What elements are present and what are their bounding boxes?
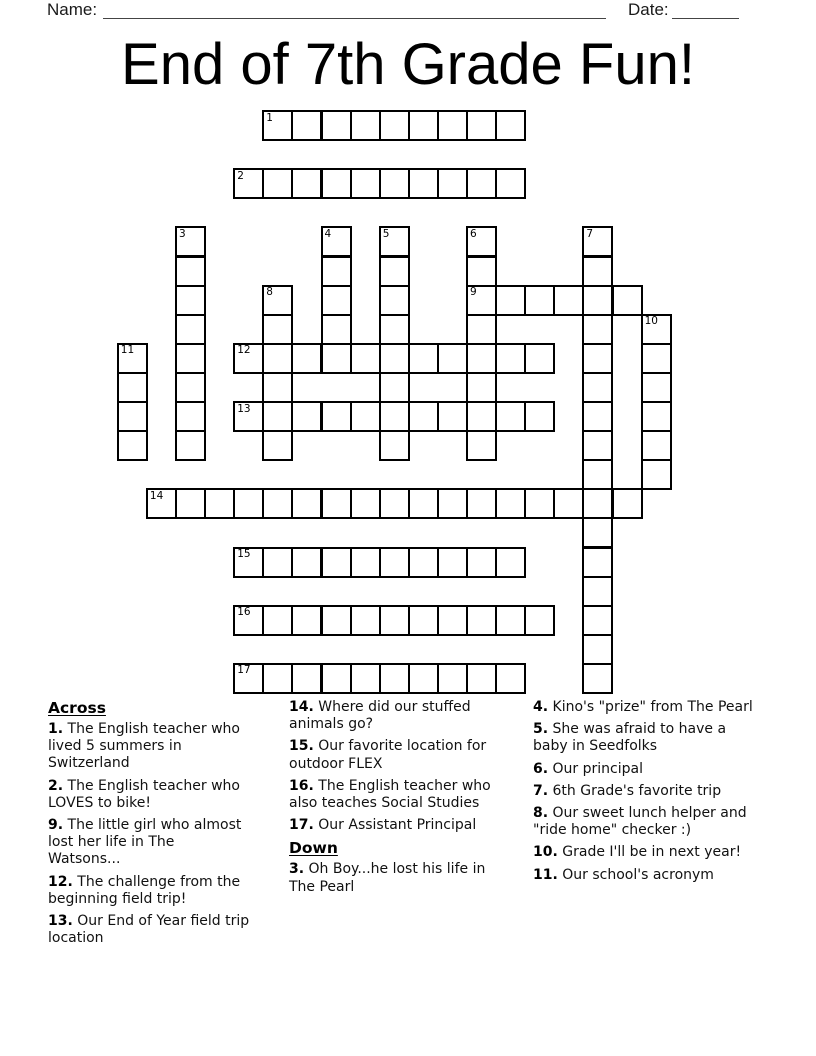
grid-cell-r19-c7[interactable] (321, 663, 352, 694)
grid-cell-r11-c9[interactable] (379, 430, 410, 461)
grid-cell-r6-c5[interactable] (262, 285, 293, 316)
grid-cell-r17-c14[interactable] (524, 605, 555, 636)
grid-cell-r6-c12[interactable] (466, 285, 497, 316)
grid-cell-r8-c7[interactable] (321, 343, 352, 374)
grid-cell-r11-c16[interactable] (582, 430, 613, 461)
grid-cell-r9-c16[interactable] (582, 372, 613, 403)
cell-number-2: 2 (237, 169, 244, 182)
grid-cell-r8-c14[interactable] (524, 343, 555, 374)
grid-cell-r15-c7[interactable] (321, 547, 352, 578)
grid-cell-r13-c15[interactable] (553, 488, 584, 519)
cell-number-10: 10 (644, 315, 658, 328)
grid-cell-r10-c8[interactable] (350, 401, 381, 432)
grid-cell-r10-c10[interactable] (408, 401, 439, 432)
grid-cell-r7-c5[interactable] (262, 314, 293, 345)
grid-cell-r17-c11[interactable] (437, 605, 468, 636)
grid-cell-r17-c13[interactable] (495, 605, 526, 636)
grid-cell-r8-c10[interactable] (408, 343, 439, 374)
grid-cell-r8-c8[interactable] (350, 343, 381, 374)
grid-cell-r0-c12[interactable] (466, 110, 497, 141)
grid-cell-r15-c8[interactable] (350, 547, 381, 578)
grid-cell-r17-c16[interactable] (582, 605, 613, 636)
grid-cell-r13-c7[interactable] (321, 488, 352, 519)
clue-8: 8. Our sweet lunch helper and "ride home" checker :) (533, 805, 747, 839)
clue-6: 6. Our principal (533, 760, 643, 777)
grid-cell-r19-c5[interactable] (262, 663, 293, 694)
grid-cell-r13-c5[interactable] (262, 488, 293, 519)
grid-cell-r14-c16[interactable] (582, 517, 613, 548)
grid-cell-r15-c10[interactable] (408, 547, 439, 578)
grid-cell-r2-c5[interactable] (262, 168, 293, 199)
grid-cell-r19-c16[interactable] (582, 663, 613, 694)
grid-cell-r13-c4[interactable] (233, 488, 264, 519)
grid-cell-r13-c9[interactable] (379, 488, 410, 519)
grid-cell-r0-c8[interactable] (350, 110, 381, 141)
clue-9: 9. The little girl who almost lost her life in The Watsons... (48, 817, 242, 868)
clue-7: 7. 6th Grade's favorite trip (533, 782, 722, 799)
grid-cell-r17-c10[interactable] (408, 605, 439, 636)
grid-cell-r16-c16[interactable] (582, 576, 613, 607)
grid-cell-r13-c3[interactable] (204, 488, 235, 519)
cell-number-17: 17 (237, 664, 251, 677)
date-label: Date: (628, 0, 669, 19)
grid-cell-r17-c12[interactable] (466, 605, 497, 636)
grid-cell-r13-c10[interactable] (408, 488, 439, 519)
grid-cell-r5-c2[interactable] (175, 256, 206, 287)
grid-cell-r13-c6[interactable] (291, 488, 322, 519)
clue-4: 4. Kino's "prize" from The Pearl (533, 699, 753, 715)
grid-cell-r12-c16[interactable] (582, 459, 613, 490)
cell-number-9: 9 (470, 286, 477, 299)
clue-5: 5. She was afraid to have a baby in Seedfolks (533, 721, 727, 755)
cell-number-3: 3 (179, 227, 186, 240)
grid-cell-r19-c9[interactable] (379, 663, 410, 694)
grid-cell-r8-c18[interactable] (641, 343, 672, 374)
grid-cell-r10-c11[interactable] (437, 401, 468, 432)
grid-cell-r2-c12[interactable] (466, 168, 497, 199)
cell-number-8: 8 (266, 286, 273, 299)
grid-cell-r10-c7[interactable] (321, 401, 352, 432)
grid-cell-r15-c11[interactable] (437, 547, 468, 578)
grid-cell-r8-c4[interactable] (233, 343, 264, 374)
grid-cell-r15-c9[interactable] (379, 547, 410, 578)
grid-cell-r5-c9[interactable] (379, 256, 410, 287)
grid-cell-r6-c16[interactable] (582, 285, 613, 316)
grid-cell-r10-c18[interactable] (641, 401, 672, 432)
grid-cell-r7-c16[interactable] (582, 314, 613, 345)
grid-cell-r6-c7[interactable] (321, 285, 352, 316)
grid-cell-r13-c1[interactable] (146, 488, 177, 519)
grid-cell-r11-c12[interactable] (466, 430, 497, 461)
grid-cell-r9-c0[interactable] (117, 372, 148, 403)
grid-cell-r8-c6[interactable] (291, 343, 322, 374)
clue-17: 17. Our Assistant Principal (289, 817, 477, 834)
clue-13: 13. Our End of Year field trip location (48, 913, 250, 947)
grid-cell-r10-c13[interactable] (495, 401, 526, 432)
grid-cell-r9-c18[interactable] (641, 372, 672, 403)
clue-15: 15. Our favorite location for outdoor FLEX (289, 738, 487, 772)
clue-column-2 (289, 699, 497, 901)
grid-cell-r10-c2[interactable] (175, 401, 206, 432)
clue-column-1 (48, 699, 251, 952)
grid-cell-r0-c6[interactable] (291, 110, 322, 141)
grid-cell-r6-c14[interactable] (524, 285, 555, 316)
grid-cell-r15-c13[interactable] (495, 547, 526, 578)
grid-cell-r17-c7[interactable] (321, 605, 352, 636)
cell-number-13: 13 (237, 402, 251, 415)
grid-cell-r13-c11[interactable] (437, 488, 468, 519)
grid-cell-r11-c18[interactable] (641, 430, 672, 461)
grid-cell-r7-c9[interactable] (379, 314, 410, 345)
grid-cell-r9-c5[interactable] (262, 372, 293, 403)
grid-cell-r10-c5[interactable] (262, 401, 293, 432)
grid-cell-r0-c9[interactable] (379, 110, 410, 141)
clue-11: 11. Our school's acronym (533, 866, 714, 883)
grid-cell-r2-c9[interactable] (379, 168, 410, 199)
down-heading: Down (289, 839, 338, 858)
grid-cell-r10-c9[interactable] (379, 401, 410, 432)
grid-cell-r10-c16[interactable] (582, 401, 613, 432)
grid-cell-r10-c14[interactable] (524, 401, 555, 432)
grid-cell-r13-c12[interactable] (466, 488, 497, 519)
cell-number-5: 5 (382, 227, 390, 240)
grid-cell-r7-c7[interactable] (321, 314, 352, 345)
clue-3: 3. Oh Boy...he lost his life in The Pearl (289, 861, 486, 895)
grid-cell-r8-c0[interactable] (117, 343, 148, 374)
grid-cell-r6-c15[interactable] (553, 285, 584, 316)
cell-number-15: 15 (237, 548, 251, 560)
grid-cell-r6-c2[interactable] (175, 285, 206, 316)
grid-cell-r4-c2[interactable] (175, 226, 206, 257)
grid-cell-r13-c2[interactable] (175, 488, 206, 519)
cell-number-1: 1 (266, 111, 273, 124)
grid-cell-r8-c16[interactable] (582, 343, 613, 374)
grid-cell-r17-c9[interactable] (379, 605, 410, 636)
grid-cell-r8-c12[interactable] (466, 343, 497, 374)
grid-cell-r10-c12[interactable] (466, 401, 497, 432)
grid-cell-r13-c13[interactable] (495, 488, 526, 519)
grid-cell-r19-c8[interactable] (350, 663, 381, 694)
grid-cell-r0-c13[interactable] (495, 110, 526, 141)
puzzle-title: End of 7th Grade Fun! (121, 32, 695, 97)
grid-cell-r13-c16[interactable] (582, 488, 613, 519)
grid-cell-r9-c9[interactable] (379, 372, 410, 403)
grid-cell-r13-c14[interactable] (524, 488, 555, 519)
grid-cell-r19-c12[interactable] (466, 663, 497, 694)
cell-number-6: 6 (470, 227, 477, 240)
grid-cell-r5-c7[interactable] (321, 256, 352, 287)
cell-number-7: 7 (586, 227, 594, 240)
clue-2: 2. The English teacher who LOVES to bike! (48, 777, 240, 811)
grid-cell-r0-c10[interactable] (408, 110, 439, 141)
grid-cell-r13-c8[interactable] (350, 488, 381, 519)
grid-cell-r9-c12[interactable] (466, 372, 497, 403)
cell-number-4: 4 (324, 227, 332, 240)
cell-number-11: 11 (120, 344, 135, 357)
grid-cell-r2-c8[interactable] (350, 168, 381, 199)
grid-cell-r0-c11[interactable] (437, 110, 468, 141)
grid-cell-r11-c0[interactable] (117, 430, 148, 461)
grid-cell-r6-c17[interactable] (612, 285, 643, 316)
grid-cell-r12-c18[interactable] (641, 459, 672, 490)
grid-cell-r13-c17[interactable] (612, 488, 643, 519)
grid-cell-r11-c2[interactable] (175, 430, 206, 461)
grid-cell-r17-c6[interactable] (291, 605, 322, 636)
grid-cell-r15-c4[interactable] (233, 547, 264, 578)
clue-12: 12. The challenge from the beginning field trip! (48, 873, 241, 907)
clue-column-3 (533, 699, 755, 889)
grid-cell-r19-c11[interactable] (437, 663, 468, 694)
grid-cell-r19-c13[interactable] (495, 663, 526, 694)
clue-14: 14. Where did our stuffed animals go? (289, 699, 471, 733)
grid-cell-r2-c11[interactable] (437, 168, 468, 199)
grid-cell-r4-c16[interactable] (582, 226, 613, 257)
name-label: Name: (47, 0, 98, 19)
grid-cell-r7-c2[interactable] (175, 314, 206, 345)
cell-number-14: 14 (149, 489, 164, 502)
clue-16: 16. The English teacher who also teaches Social Studies (289, 777, 491, 812)
grid-cell-r2-c13[interactable] (495, 168, 526, 199)
grid-cell-r4-c7[interactable] (321, 226, 352, 257)
grid-cell-r17-c8[interactable] (350, 605, 381, 636)
grid-cell-r7-c12[interactable] (466, 314, 497, 345)
grid-cell-r15-c16[interactable] (582, 547, 613, 578)
grid-cell-r4-c12[interactable] (466, 226, 497, 257)
grid-cell-r8-c2[interactable] (175, 343, 206, 374)
grid-cell-r17-c4[interactable] (233, 605, 264, 636)
grid-cell-r2-c4[interactable] (233, 168, 264, 199)
cell-number-16: 16 (237, 606, 251, 619)
grid-cell-r6-c13[interactable] (495, 285, 526, 316)
clue-1: 1. The English teacher who lived 5 summers in Switzerland (48, 721, 240, 772)
grid-cell-r15-c5[interactable] (262, 547, 293, 578)
grid-cell-r11-c5[interactable] (262, 430, 293, 461)
grid-cell-r15-c12[interactable] (466, 547, 497, 578)
grid-cell-r2-c6[interactable] (291, 168, 322, 199)
grid-cell-r8-c13[interactable] (495, 343, 526, 374)
grid-cell-r4-c9[interactable] (379, 226, 410, 257)
grid-cell-r2-c7[interactable] (321, 168, 352, 199)
grid-cell-r0-c7[interactable] (321, 110, 352, 141)
grid-cell-r18-c16[interactable] (582, 634, 613, 665)
across-heading: Across (48, 699, 106, 717)
grid-cell-r8-c9[interactable] (379, 343, 410, 374)
grid-cell-r9-c2[interactable] (175, 372, 206, 403)
grid-cell-r2-c10[interactable] (408, 168, 439, 199)
grid-cell-r5-c12[interactable] (466, 256, 497, 287)
grid-cell-r19-c4[interactable] (233, 663, 264, 694)
grid-cell-r7-c18[interactable] (641, 314, 672, 345)
grid-cell-r8-c5[interactable] (262, 343, 293, 374)
clue-10: 10. Grade I'll be in next year! (533, 844, 742, 861)
grid-cell-r6-c9[interactable] (379, 285, 410, 316)
cell-number-12: 12 (237, 344, 251, 357)
grid-cell-r8-c11[interactable] (437, 343, 468, 374)
grid-cell-r10-c4[interactable] (233, 401, 264, 432)
grid-cell-r15-c6[interactable] (291, 547, 322, 578)
grid-cell-r0-c5[interactable] (262, 110, 293, 141)
grid-cell-r5-c16[interactable] (582, 256, 613, 287)
grid-cell-r17-c5[interactable] (262, 605, 293, 636)
grid-cell-r19-c6[interactable] (291, 663, 322, 694)
grid-cell-r10-c0[interactable] (117, 401, 148, 432)
grid-cell-r19-c10[interactable] (408, 663, 439, 694)
grid-cell-r10-c6[interactable] (291, 401, 322, 432)
